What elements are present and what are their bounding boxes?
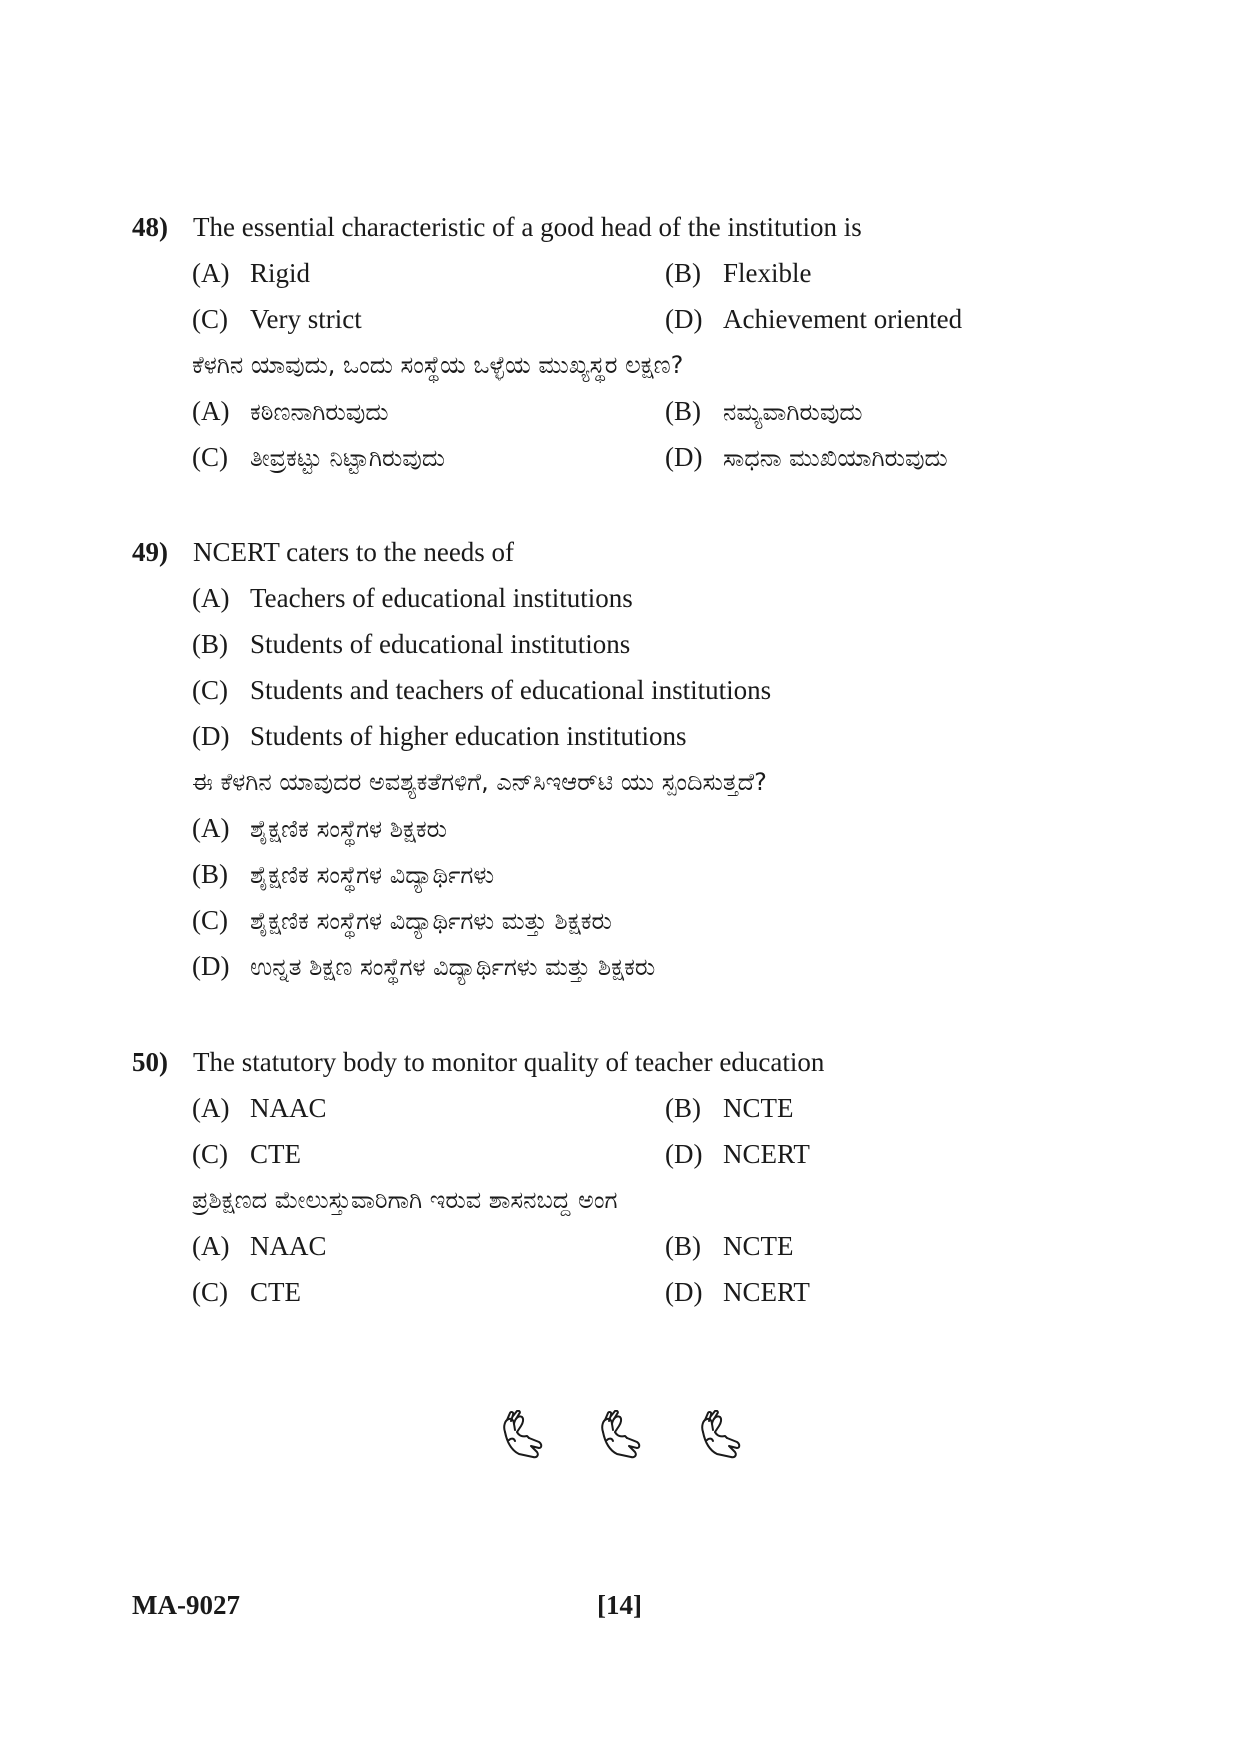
option-b-kannada: (B) ಶೈಕ್ಷಣಿಕ ಸಂಸ್ಥೆಗಳ ವಿದ್ಯಾರ್ಥಿಗಳು — [192, 859, 495, 889]
option-a-kannada: (A) NAAC — [192, 1231, 327, 1261]
question-stem — [132, 535, 1132, 581]
option-row — [132, 719, 1132, 765]
option-a: (A) Rigid — [192, 258, 311, 288]
question-48 — [132, 210, 1132, 486]
paper-code: MA-9027 — [132, 1590, 240, 1620]
option-row-kannada — [132, 903, 1132, 949]
question-text-kannada: ಈ ಕೆಳಗಿನ ಯಾವುದರ ಅವಶ್ಯಕತೆಗಳಿಗೆ, ಎನ್‌ಸಿಇಆರ್‌ಟಿ ಯು ಸ್ಪಂದಿಸುತ್ತದೆ? — [192, 768, 767, 796]
option-row-kannada — [132, 1229, 1132, 1275]
question-stem — [132, 210, 1132, 256]
option-b: (B) Flexible — [665, 258, 812, 288]
question-text: The essential characteristic of a good head of the institution is — [193, 212, 862, 242]
question-50 — [132, 1045, 1132, 1321]
option-d-kannada: (D) NCERT — [665, 1277, 810, 1307]
ok-hand-icon — [695, 1410, 743, 1462]
option-b-kannada: (B) ನಮ್ಯವಾಗಿರುವುದು — [665, 396, 863, 426]
option-row-kannada — [132, 949, 1132, 995]
option-c: (C) CTE — [192, 1139, 301, 1169]
question-text: NCERT caters to the needs of — [193, 537, 515, 567]
option-a: (A) NAAC — [192, 1093, 327, 1123]
option-row — [132, 256, 1132, 302]
option-row-kannada — [132, 811, 1132, 857]
option-a: (A) Teachers of educational institutions — [192, 583, 633, 613]
option-b-kannada: (B) NCTE — [665, 1231, 794, 1261]
question-number: 49) — [132, 537, 168, 567]
option-row — [132, 673, 1132, 719]
question-text: The statutory body to monitor quality of teacher education — [193, 1047, 825, 1077]
question-stem — [132, 1045, 1132, 1091]
option-c-kannada: (C) ತೀವ್ರಕಟ್ಟು ನಿಟ್ಟಾಗಿರುವುದು — [192, 442, 445, 472]
page-number: [14] — [597, 1590, 642, 1620]
option-row-kannada — [132, 857, 1132, 903]
option-a-kannada: (A) ಶೈಕ್ಷಣಿಕ ಸಂಸ್ಥೆಗಳ ಶಿಕ್ಷಕರು — [192, 813, 448, 843]
option-b: (B) NCTE — [665, 1093, 794, 1123]
question-text-kannada: ಕೆಳಗಿನ ಯಾವುದು, ಒಂದು ಸಂಸ್ಥೆಯ ಒಳ್ಳೆಯ ಮುಖ್ಯಸ್ಥರ ಲಕ್ಷಣ? — [192, 351, 684, 379]
ok-hand-icon — [595, 1410, 643, 1462]
option-row — [132, 627, 1132, 673]
question-49 — [132, 535, 1132, 995]
option-row — [132, 302, 1132, 348]
option-d: (D) NCERT — [665, 1139, 810, 1169]
end-of-section-marks — [0, 1410, 1241, 1470]
option-d-kannada: (D) ಸಾಧನಾ ಮುಖಿಯಾಗಿರುವುದು — [665, 442, 948, 472]
option-row — [132, 581, 1132, 627]
option-a-kannada: (A) ಕಠಿಣನಾಗಿರುವುದು — [192, 396, 389, 426]
option-row-kannada — [132, 1275, 1132, 1321]
option-d-kannada: (D) ಉನ್ನತ ಶಿಕ್ಷಣ ಸಂಸ್ಥೆಗಳ ವಿದ್ಯಾರ್ಥಿಗಳು ಮತ್ತು ಶಿಕ್ಷಕರು — [192, 951, 656, 981]
option-row-kannada — [132, 440, 1132, 486]
option-c-kannada: (C) CTE — [192, 1277, 301, 1307]
question-number: 48) — [132, 212, 168, 242]
option-d: (D) Achievement oriented — [665, 304, 963, 334]
option-row — [132, 1091, 1132, 1137]
option-row-kannada — [132, 394, 1132, 440]
option-c: (C) Very strict — [192, 304, 362, 334]
option-b: (B) Students of educational institutions — [192, 629, 631, 659]
ok-hand-icon — [497, 1410, 545, 1462]
option-row — [132, 1137, 1132, 1183]
question-text-kannada: ಪ್ರಶಿಕ್ಷಣದ ಮೇಲುಸ್ತುವಾರಿಗಾಗಿ ಇರುವ ಶಾಸನಬದ್ದ ಅಂಗ — [192, 1186, 618, 1214]
option-c: (C) Students and teachers of educational institutions — [192, 675, 772, 705]
question-number: 50) — [132, 1047, 168, 1077]
option-c-kannada: (C) ಶೈಕ್ಷಣಿಕ ಸಂಸ್ಥೆಗಳ ವಿದ್ಯಾರ್ಥಿಗಳು ಮತ್ತು ಶಿಕ್ಷಕರು — [192, 905, 612, 935]
option-d: (D) Students of higher education institutions — [192, 721, 687, 751]
